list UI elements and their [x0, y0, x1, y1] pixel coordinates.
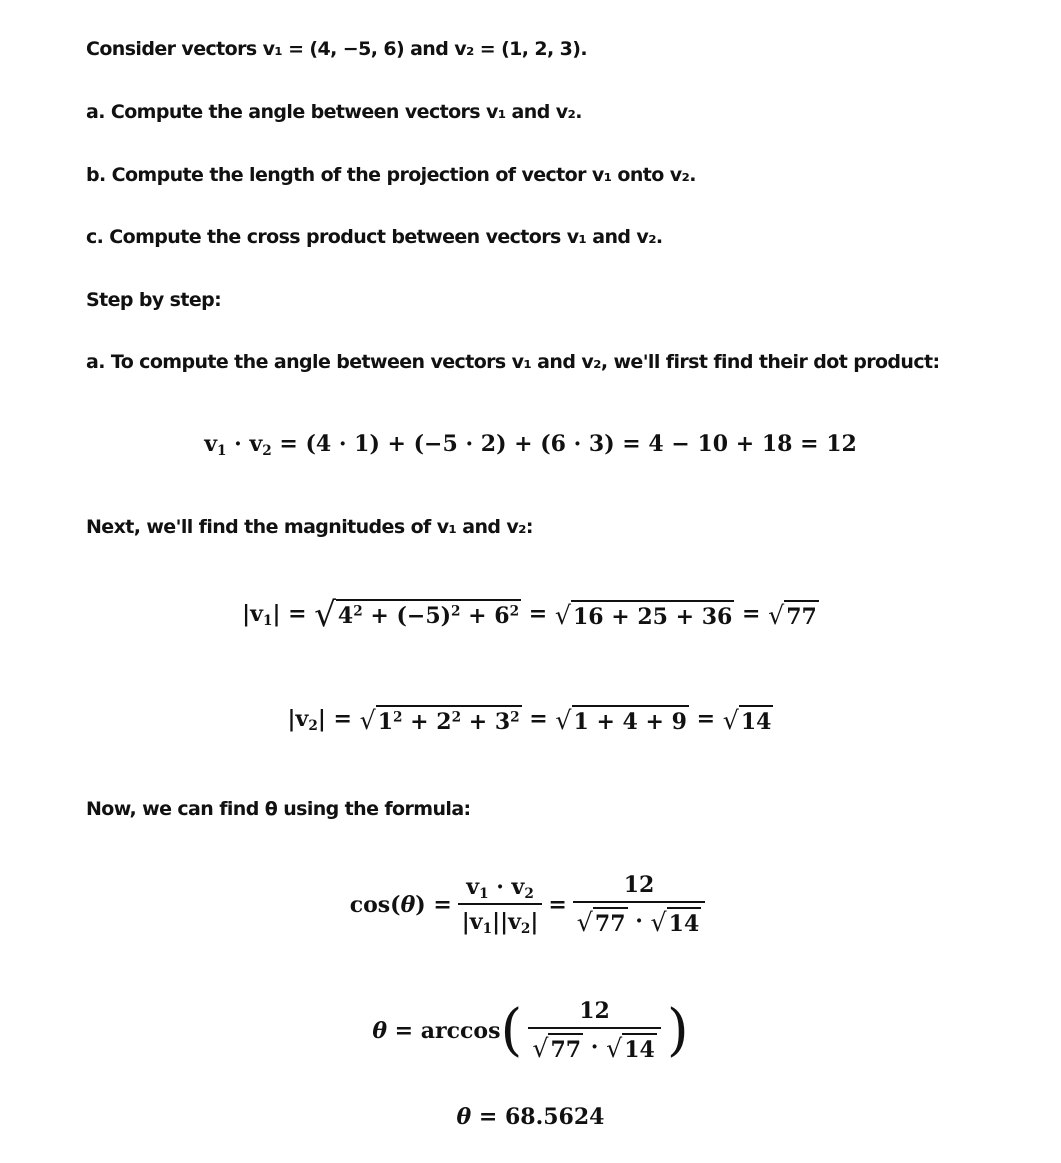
theta-arccos-equation: θ = arccos( $\frac{12}{√77 \cdot √14}$ ) — [372, 997, 689, 1063]
part-a-intro: a. To compute the angle between vectors v₁ and v₂, we'll first find their dot product: — [86, 351, 940, 373]
magnitude-v1-equation: $|v_1| = √4^2 + (-5)^2 + 6^2 = √16 + 25 + 36 = √77$ — [242, 595, 817, 635]
dot-product-equation: $v_1 \cdot v_2 = (4 \cdot 1) + (-5 \cdot 2) + (6 \cdot 3) = 4 - 10 + 18 = 12$ — [204, 431, 857, 459]
problem-part-b: b. Compute the length of the projection of vector v₁ onto v₂. — [86, 164, 696, 186]
problem-part-c: c. Compute the cross product between vectors v₁ and v₂. — [86, 226, 663, 248]
problem-part-a: a. Compute the angle between vectors v₁ and v₂. — [86, 101, 582, 123]
formula-intro: Now, we can find θ using the formula: — [86, 798, 471, 820]
theta-result-equation: θ = 68.5624 — [456, 1104, 605, 1130]
magnitude-v2-equation: $|v_2| = √1^2 + 2^2 + 3^2 = √1 + 4 + 9 = √14$ — [287, 706, 772, 735]
problem-intro: Consider vectors v₁ = (4, −5, 6) and v₂ = (1, 2, 3). — [86, 38, 587, 60]
cosine-formula-equation: cos(θ) = $\frac{v_1 \cdot v_2}{|v_1||v_2|}$ = $\frac{12}{√77 \cdot √14}$ — [0, 872, 1061, 937]
magnitudes-intro: Next, we'll find the magnitudes of v₁ and v₂: — [86, 516, 533, 538]
step-by-step-heading: Step by step: — [86, 289, 222, 311]
